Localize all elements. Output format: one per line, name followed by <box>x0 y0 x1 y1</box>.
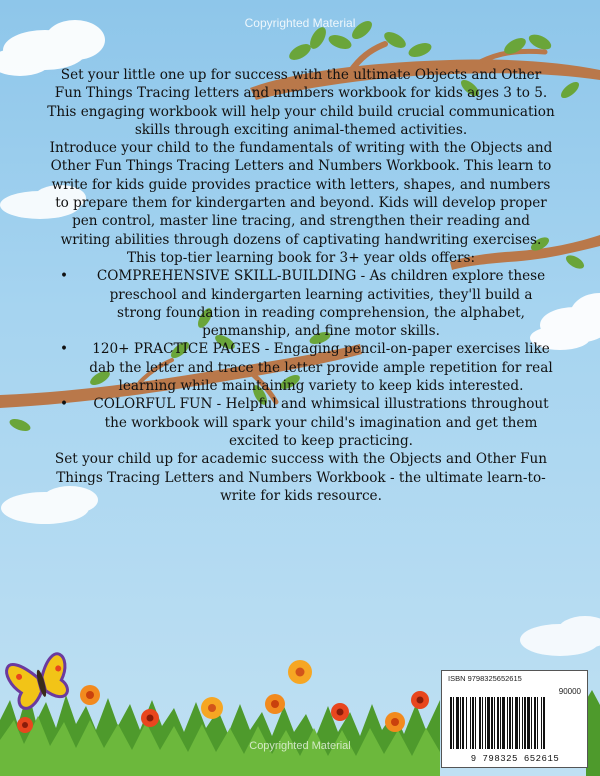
cloud-bottom-right <box>520 616 600 656</box>
flower <box>201 697 223 719</box>
closing-paragraph: Set your child up for academic success with the Objects and Other Fun Things Tracing Letters and Numbers Workbook - the ultimate learn-to-write for kids resource. <box>54 451 548 504</box>
feature-item: • COLORFUL FUN - Helpful and whimsical illustrations throughout the workbook will spark your child's imagination and get them excited to keep practicing. <box>46 395 556 450</box>
feature-item: • COMPREHENSIVE SKILL-BUILDING - As children explore these preschool and kindergarten learning activities, they'll build a strong foundation in reading comprehension, the alphabet, penmanship, and fine motor skills. <box>46 267 556 340</box>
flower <box>265 694 285 714</box>
feature-item: • 120+ PRACTICE PAGES - Engaging pencil-on-paper exercises like dab the letter and trace the letter provide ample repetition for real learning while maintaining variety to keep kids interested. <box>46 340 556 395</box>
flower <box>80 685 100 705</box>
butterfly <box>5 651 74 711</box>
isbn-label: ISBN 9798325652615 <box>448 674 522 683</box>
flower <box>288 660 312 684</box>
feature-list <box>46 267 556 450</box>
isbn-barcode <box>441 670 588 768</box>
overview-paragraph: Introduce your child to the fundamentals of writing with the Objects and Other Fun Things Tracing Letters and Numbers Workbook. This learn to write for kids guide provides practice with letters, shapes, and numbers to prepare them for kindergarten and beyond. Kids will develop proper pen control, master line tracing, and strengthen their reading and writing abilities through dozens of captivating handwriting exercises. <box>49 140 553 248</box>
flower <box>331 703 349 721</box>
flower <box>411 691 429 709</box>
watermark-bottom: Copyrighted Material <box>249 740 351 752</box>
price-code: 90000 <box>558 687 581 696</box>
flower <box>385 712 405 732</box>
offers-heading: This top-tier learning book for 3+ year olds offers: <box>126 249 476 266</box>
flower <box>141 709 159 727</box>
watermark-top: Copyrighted Material <box>244 16 356 30</box>
book-description <box>46 66 556 505</box>
flower <box>17 717 33 733</box>
intro-paragraph: Set your little one up for success with the ultimate Objects and Other Fun Things Tracing letters and numbers workbook for kids ages 3 to 5. This engaging workbook will help your child build crucial communication skills through exciting animal-themed activities. <box>47 67 555 138</box>
barcode-digits: 9 798325 652615 <box>470 754 560 764</box>
